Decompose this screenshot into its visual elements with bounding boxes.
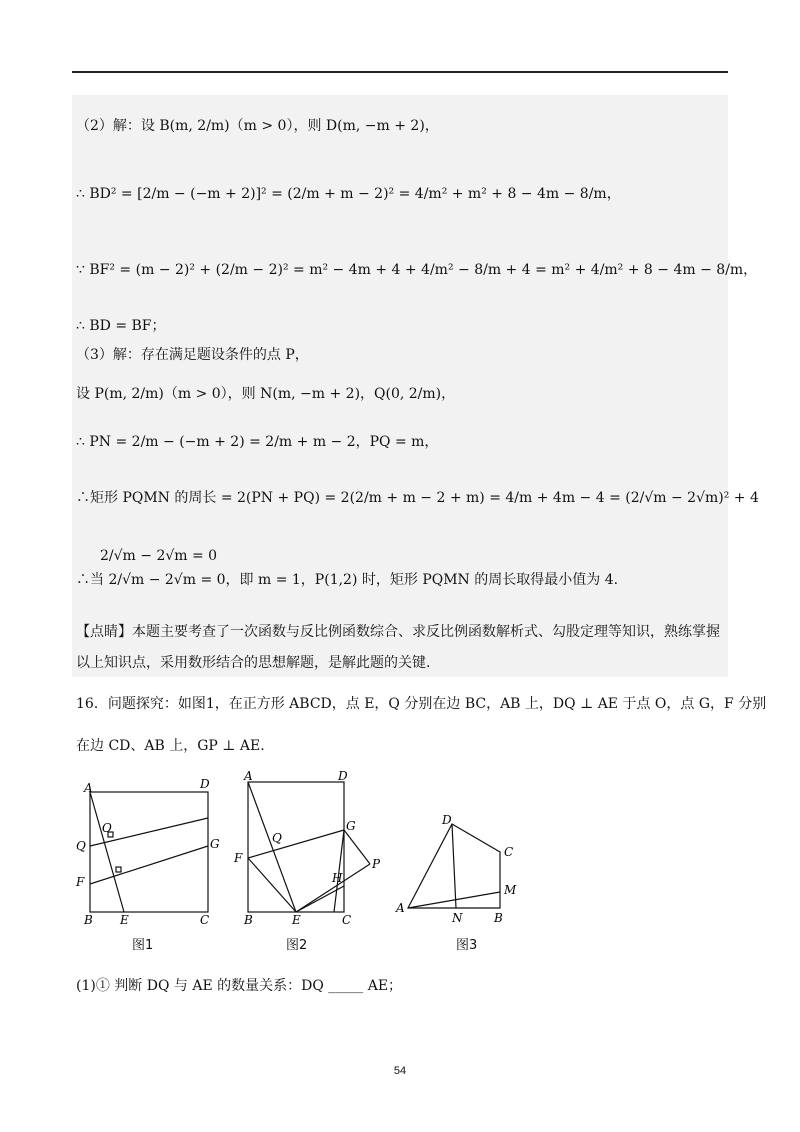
- fig1-label-E: E: [120, 913, 129, 927]
- question-line: (1)① 判断 DQ 与 AE 的数量关系：DQ _____ AE；: [76, 978, 403, 994]
- fig2-label-H: H: [332, 871, 343, 885]
- fig1-label-G: G: [210, 837, 220, 851]
- solution-line-1: （2）解：设 B(m, 2/m)（m > 0），则 D(m, −m + 2)，: [76, 118, 439, 134]
- fig1-label-Q: Q: [76, 839, 86, 853]
- fig1-label-O: O: [102, 821, 112, 835]
- figure-1: [90, 792, 208, 912]
- caption-figure-1: 图1: [132, 938, 154, 953]
- fig3-label-N: N: [452, 911, 463, 925]
- problem-line-1: 16．问题探究：如图1，在正方形 ABCD，点 E，Q 分别在边 BC，AB 上，DQ ⊥ AE 于点 O，点 G，F 分别: [76, 696, 767, 712]
- fig2-label-D: D: [338, 769, 348, 783]
- solution-line-9: ∴当 2/√m − 2√m = 0，即 m = 1，P(1,2) 时，矩形 PQMN 的周长取得最小值为 4.: [76, 572, 619, 588]
- fig3-label-A: A: [396, 901, 405, 915]
- solution-line-6: 设 P(m, 2/m)（m > 0），则 N(m, −m + 2)，Q(0, 2/m)，: [76, 386, 456, 402]
- solution-line-3: ∵ BF² = (m − 2)² + (2/m − 2)² = m² − 4m + 4 + 4/m² − 8/m + 4 = m² + 4/m² + 8 − 4m − 8/m，: [76, 262, 758, 278]
- solution-line-5: （3）解：存在满足题设条件的点 P，: [76, 347, 309, 363]
- fig3-label-D: D: [442, 813, 452, 827]
- fig1-label-C: C: [200, 913, 210, 927]
- solution-line-2: ∴ BD² = [2/m − (−m + 2)]² = (2/m + m − 2)² = 4/m² + m² + 8 − 4m − 8/m，: [76, 186, 621, 202]
- fig2-label-E: E: [292, 913, 301, 927]
- fig1-label-D: D: [200, 777, 210, 791]
- fig2-label-G: G: [346, 819, 356, 833]
- fig2-label-P: P: [372, 857, 381, 871]
- problem-line-2: 在边 CD、AB 上，GP ⊥ AE.: [76, 738, 265, 754]
- solution-line-4: ∴ BD = BF；: [76, 318, 166, 334]
- figure-3: [408, 824, 500, 908]
- header-rule: [72, 71, 728, 73]
- equation-numerator: 2/√m − 2√m = 0: [100, 548, 218, 564]
- fig3-label-M: M: [504, 883, 517, 897]
- geometry-figures: [70, 768, 540, 958]
- fig2-label-F: F: [234, 851, 243, 865]
- remark-line-1: 【点睛】本题主要考查了一次函数与反比例函数综合、求反比例函数解析式、勾股定理等知识，熟练掌握: [76, 624, 720, 640]
- fig3-label-B: B: [494, 911, 503, 925]
- caption-figure-2: 图2: [286, 938, 308, 953]
- figure-2: [248, 782, 370, 912]
- fig3-label-C: C: [504, 845, 514, 859]
- caption-figure-3: 图3: [456, 938, 478, 953]
- remark-line-2: 以上知识点，采用数形结合的思想解题，是解此题的关键.: [76, 655, 431, 671]
- fig2-label-A: A: [244, 769, 253, 783]
- fig1-label-B: B: [84, 913, 93, 927]
- fig2-label-B: B: [244, 913, 253, 927]
- fig1-label-A: A: [84, 781, 93, 795]
- fig1-label-F: F: [76, 875, 85, 889]
- fig2-label-C: C: [342, 913, 352, 927]
- solution-line-8: ∴矩形 PQMN 的周长 = 2(PN + PQ) = 2(2/m + m − 2 + m) = 4/m + 4m − 4 = (2/√m − 2√m)² + 4: [76, 490, 759, 506]
- solution-line-7: ∴ PN = 2/m − (−m + 2) = 2/m + m − 2，PQ = m，: [76, 434, 439, 450]
- fig2-label-Q: Q: [272, 831, 282, 845]
- page-number: 54: [393, 1065, 407, 1077]
